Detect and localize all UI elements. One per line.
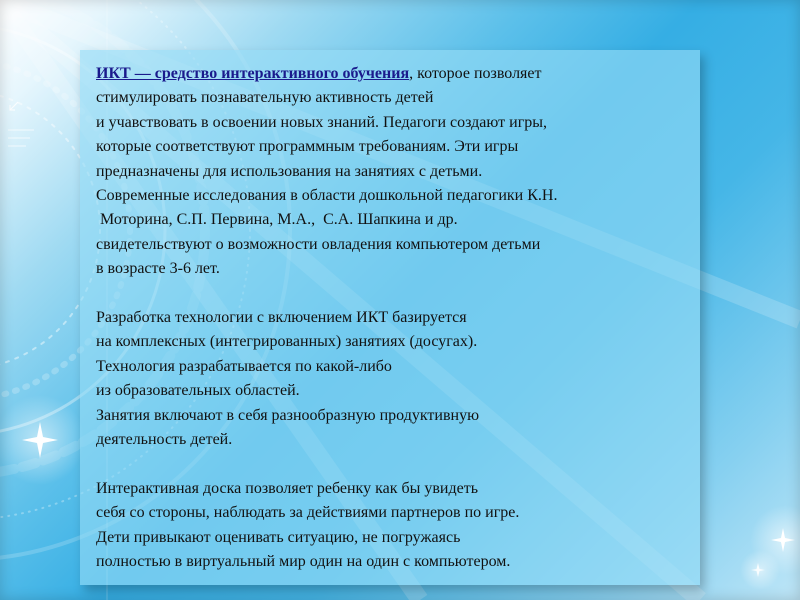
- paragraph-line: Дети привыкают оценивать ситуацию, не погружаясь: [96, 528, 461, 546]
- paragraph-line: полностью в виртуальный мир один на один с компьютером.: [96, 553, 511, 571]
- paragraph-line: которые соответствуют программным требованиям. Эти игры: [96, 138, 519, 156]
- paragraph-line: в возрасте 3-6 лет.: [96, 260, 220, 278]
- body-text: [96, 62, 696, 599]
- arrow-down-left-icon: [10, 102, 18, 110]
- paragraph-3: [96, 477, 696, 575]
- paragraph-line: стимулировать познавательную активность детей: [96, 89, 434, 107]
- paragraph-line: Технология разрабатывается по какой-либо: [96, 357, 392, 375]
- paragraph-line: на комплексных (интегрированных) занятиях (досугах).: [96, 333, 478, 351]
- paragraph-line: Занятия включают в себя разнообразную продуктивную: [96, 406, 480, 424]
- paragraph-2: [96, 306, 696, 452]
- paragraph-line: Разработка технологии с включением ИКТ базируется: [96, 309, 467, 327]
- paragraph-line-rest: , которое позволяет: [409, 65, 542, 82]
- paragraph-line: из образовательных областей.: [96, 382, 300, 400]
- paragraph-line: деятельность детей.: [96, 431, 233, 449]
- paragraph-line: свидетельствуют о возможности овладения компьютером детьми: [96, 235, 541, 253]
- paragraph-line: и учавствовать в освоении новых знаний. Педагоги создают игры,: [96, 113, 548, 131]
- paragraph-1: [96, 62, 696, 282]
- paragraph-line: Современные исследования в области дошкольной педагогики К.Н.: [96, 187, 558, 205]
- ict-definition-highlight: ИКТ — средство интерактивного обучения: [96, 65, 410, 82]
- paragraph-line: Интерактивная доска позволяет ребенку как бы увидеть: [96, 479, 479, 497]
- paragraph-line: себя со стороны, наблюдать за действиями партнеров по игре.: [96, 504, 520, 522]
- paragraph-line: Моторина, С.П. Первина, М.А., С.А. Шапкина и др.: [96, 211, 458, 229]
- paragraph-line: предназначены для использования на занятиях с детьми.: [96, 162, 483, 180]
- paragraph-line: [96, 62, 696, 86]
